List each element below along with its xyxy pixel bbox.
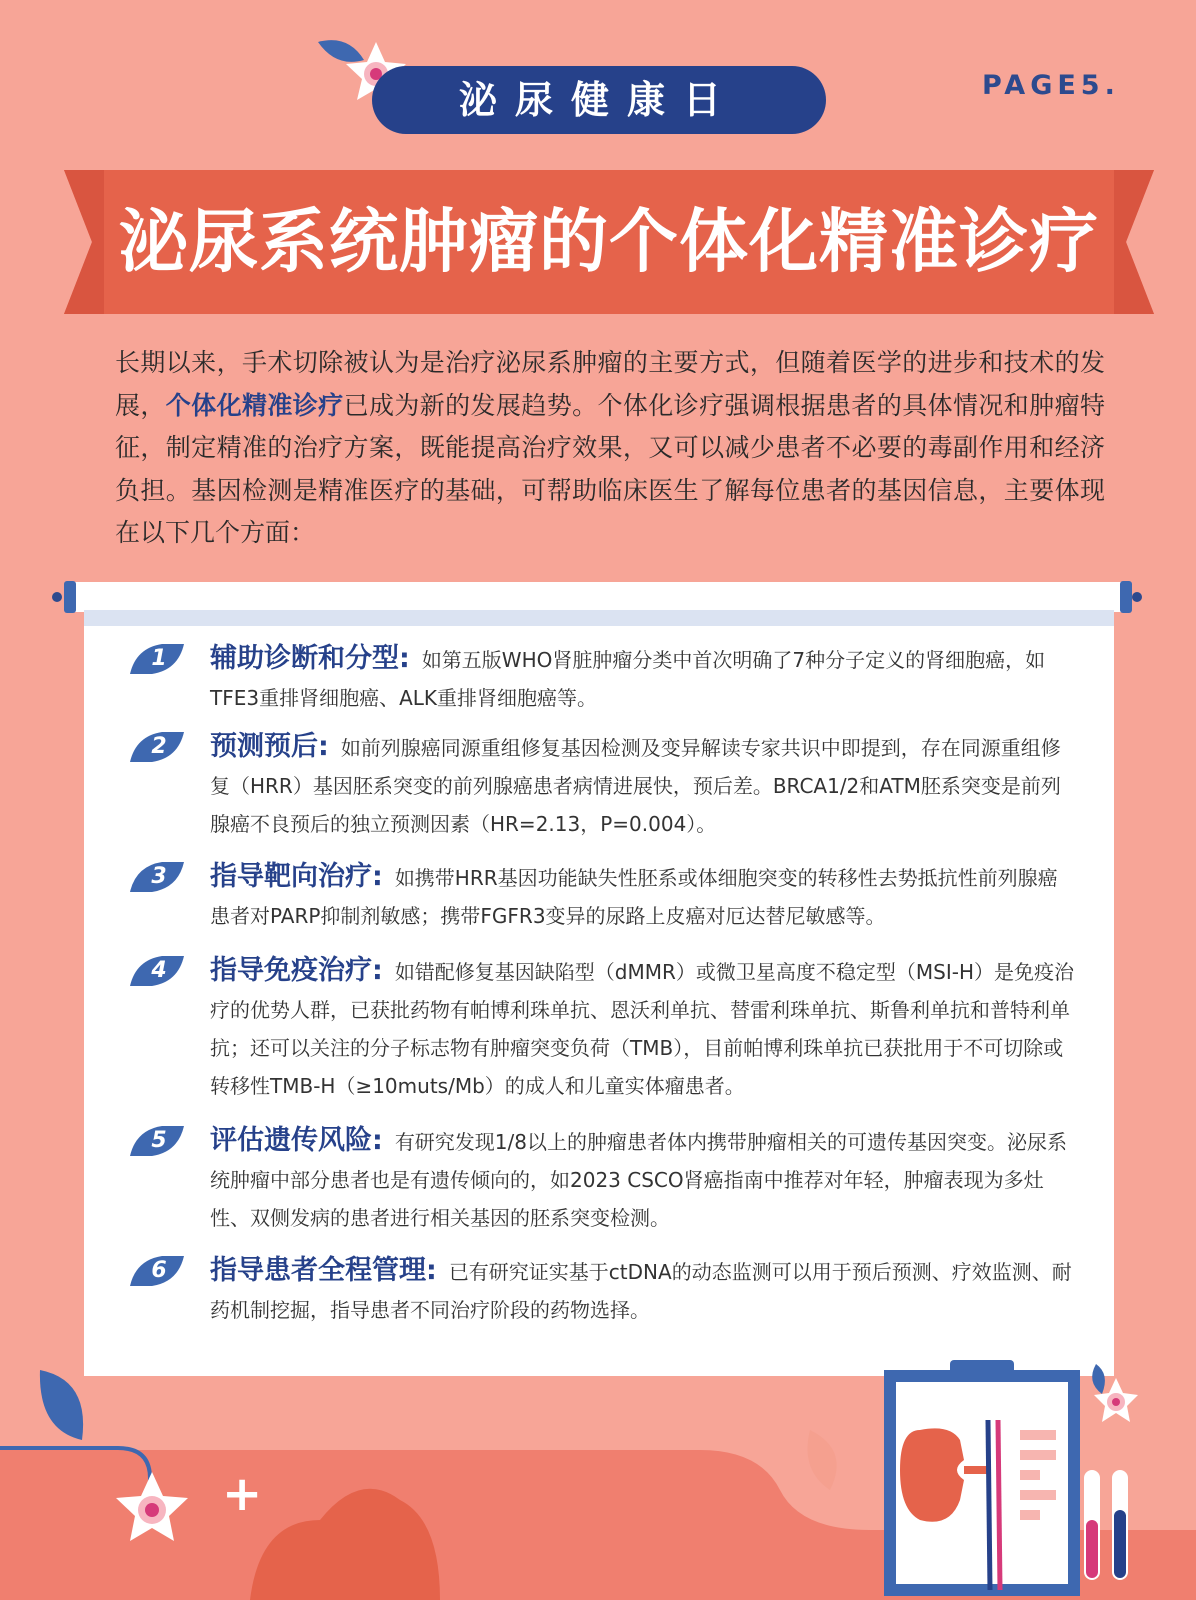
header-badge: 泌尿健康日 — [372, 66, 826, 134]
scroll-end-right-icon — [1132, 592, 1142, 602]
item-heading: 指导患者全程管理: — [210, 1255, 437, 1286]
scroll-knob-left — [64, 581, 76, 613]
scroll-band — [84, 610, 1114, 626]
list-item — [130, 1252, 1076, 1329]
intro-text-part1: 长期以来，手术切除被认为是治疗泌尿系肿瘤的主要方式，但随着医学的进步和技术的发展， — [115, 348, 1105, 420]
intro-highlight: 个体化精准诊疗 — [165, 390, 344, 420]
item-number: 4 — [151, 958, 167, 983]
scroll-end-left-icon — [52, 592, 62, 602]
list-item — [130, 640, 1076, 717]
page-number-label: PAGE5. — [982, 70, 1120, 101]
page-title: 泌尿系统肿瘤的个体化精准诊疗 — [119, 202, 1099, 282]
item-heading: 预测预后: — [210, 731, 329, 762]
scroll-knob-right — [1120, 581, 1132, 613]
item-body: 有研究发现1/8以上的肿瘤患者体内携带肿瘤相关的可遗传基因突变。泌尿系统肿瘤中部分患者也是有遗传倾向的，如2023 CSCO肾癌指南中推荐对年轻，肿瘤表现为多灶性、双侧发病的患者进行相关基因的胚系突变检测。 — [210, 1130, 1067, 1230]
intro-paragraph — [115, 342, 1105, 555]
item-heading: 辅助诊断和分型: — [210, 643, 410, 674]
item-body: 如第五版WHO肾脏肿瘤分类中首次明确了7种分子定义的肾细胞癌，如TFE3重排肾细胞癌、ALK重排肾细胞癌等。 — [210, 648, 1046, 710]
item-heading: 指导免疫治疗: — [210, 955, 383, 986]
list-item — [130, 1122, 1076, 1237]
list-item — [130, 858, 1076, 935]
item-number: 6 — [151, 1258, 167, 1283]
item-number: 2 — [151, 734, 167, 759]
item-body: 已有研究证实基于ctDNA的动态监测可以用于预后预测、疗效监测、耐药机制挖掘，指导患者不同治疗阶段的药物选择。 — [210, 1260, 1072, 1322]
plant-decoration-icon — [0, 1360, 200, 1600]
list-item — [130, 728, 1076, 843]
item-body: 如前列腺癌同源重组修复基因检测及变异解读专家共识中即提到，存在同源重组修复（HRR）基因胚系突变的前列腺癌患者病情进展快，预后差。BRCA1/2和ATM胚系突变是前列腺癌不良预后的独立预测因素（HR=2.13，P=0.004）。 — [210, 736, 1061, 836]
item-heading: 评估遗传风险: — [210, 1125, 383, 1156]
item-body: 如错配修复基因缺陷型（dMMR）或微卫星高度不稳定型（MSI-H）是免疫治疗的优势人群，已获批药物有帕博利珠单抗、恩沃利单抗、替雷利珠单抗、斯鲁利单抗和普特利单抗；还可以关注的分子标志物有肿瘤突变负荷（TMB），目前帕博利珠单抗已获批用于不可切除或转移性TMB-H（≥10muts/Mb）的成人和儿童实体瘤患者。 — [210, 960, 1075, 1098]
kidney-clipboard-illustration — [880, 1360, 1180, 1600]
scroll-rod — [70, 582, 1126, 612]
item-body: 如携带HRR基因功能缺失性胚系或体细胞突变的转移性去势抵抗性前列腺癌患者对PARP抑制剂敏感；携带FGFR3变异的尿路上皮癌对厄达替尼敏感等。 — [210, 866, 1058, 928]
item-number: 1 — [151, 646, 167, 671]
item-heading: 指导靶向治疗: — [210, 861, 383, 892]
item-number: 5 — [151, 1128, 167, 1153]
list-item — [130, 952, 1076, 1105]
intro-text-part2: 已成为新的发展趋势。个体化诊疗强调根据患者的具体情况和肿瘤特征，制定精准的治疗方案，既能提高治疗效果，又可以减少患者不必要的毒副作用和经济负担。基因检测是精准医疗的基础，可帮助临床医生了解每位患者的基因信息，主要体现在以下几个方面： — [115, 390, 1105, 547]
plus-icon: + — [222, 1466, 263, 1522]
item-number: 3 — [151, 864, 167, 889]
